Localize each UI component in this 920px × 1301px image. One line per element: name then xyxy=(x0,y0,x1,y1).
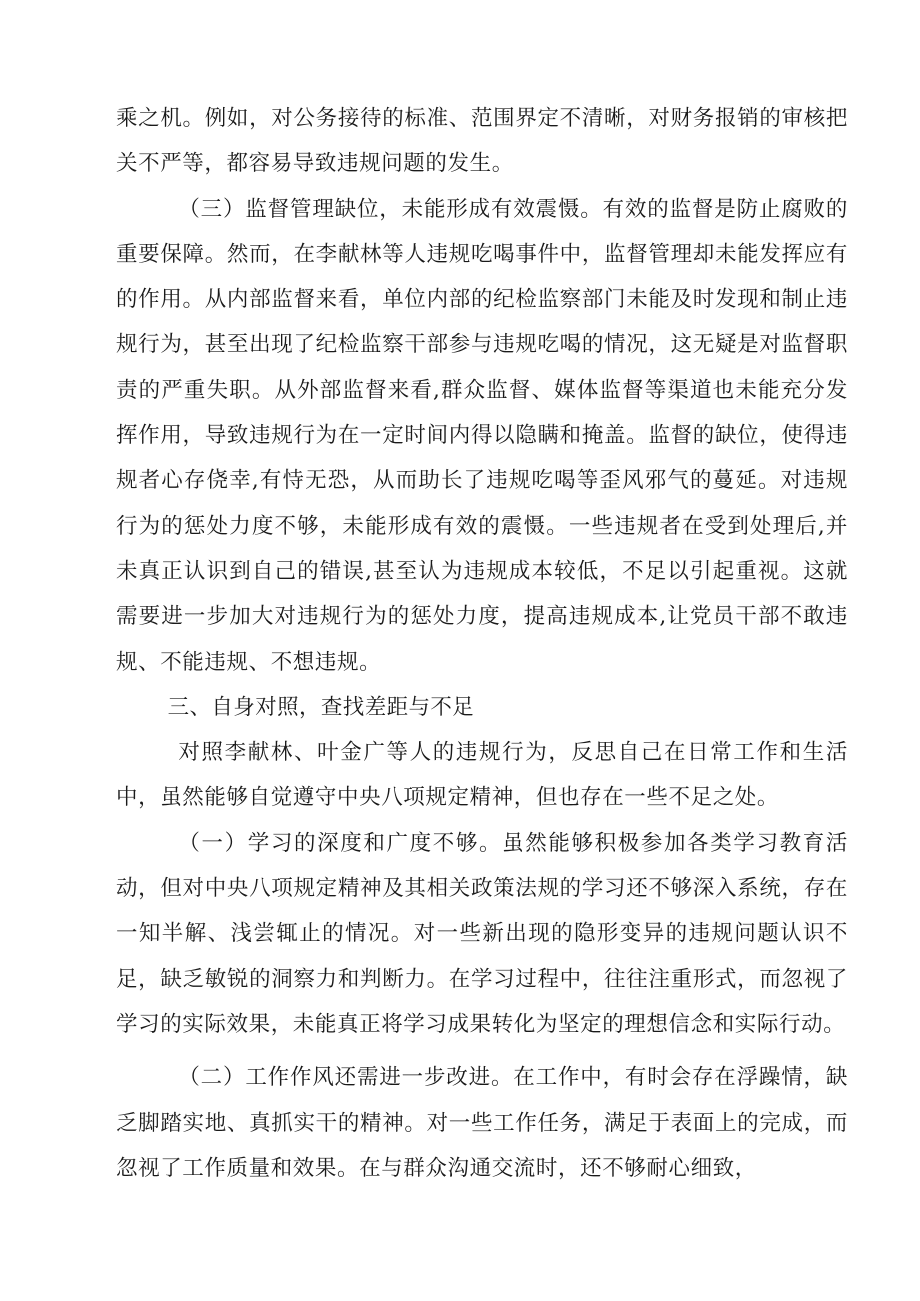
paragraph-self-reflection-intro: 对照李献林、叶金广等人的违规行为，反思自己在日常工作和生活中，虽然能够自觉遵守中央八项规定精神，但也存在一些不足之处。 xyxy=(116,740,848,811)
paragraph-study-depth: （一）学习的深度和广度不够。虽然能够积极参加各类学习教育活动，但对中央八项规定精神及其相关政策法规的学习还不够深入系统，存在一知半解、浅尝辄止的情况。对一些新出现的隐形变异的违规问题认识不足，缺乏敏锐的洞察力和判断力。在学习过程中，往往注重形式，而忽视了学习的实际效果，未能真正将学习成果转化为坚定的理想信念和实际行动。 xyxy=(116,830,848,1037)
paragraph-spacer xyxy=(116,1047,848,1055)
paragraph-continuation: 乘之机。例如，对公务接待的标准、范围界定不清晰，对财务报销的审核把关不严等，都容易导致违规问题的发生。 xyxy=(116,106,848,177)
section-heading-self-comparison: 三、自身对照，查找差距与不足 xyxy=(167,694,475,720)
document-page xyxy=(116,96,848,1191)
paragraph-supervision-gap: （三）监督管理缺位，未能形成有效震慑。有效的监督是防止腐败的重要保障。然而，在李献林等人违规吃喝事件中，监督管理却未能发挥应有的作用。从内部监督来看，单位内部的纪检监察部门未能及时发现和制止违规行为，甚至出现了纪检监察干部参与违规吃喝的情况，这无疑是对监督职责的严重失职。从外部监督来看,群众监督、媒体监督等渠道也未能充分发挥作用，导致违规行为在一定时间内得以隐瞒和掩盖。监督的缺位，使得违规者心存侥幸,有恃无恐，从而助长了违规吃喝等歪风邪气的蔓延。对违规行为的惩处力度不够，未能形成有效的震慑。一些违规者在受到处理后,并未真正认识到自己的错误,甚至认为违规成本较低，不足以引起重视。这就需要进一步加大对违规行为的惩处力度，提高违规成本,让党员干部不敢违规、不能违规、不想违规。 xyxy=(116,196,848,675)
paragraph-work-style: （二）工作作风还需进一步改进。在工作中，有时会存在浮躁情，缺乏脚踏实地、真抓实干的精神。对一些工作任务，满足于表面上的完成，而忽视了工作质量和效果。在与群众沟通交流时，还不够耐心细致， xyxy=(116,1065,848,1181)
